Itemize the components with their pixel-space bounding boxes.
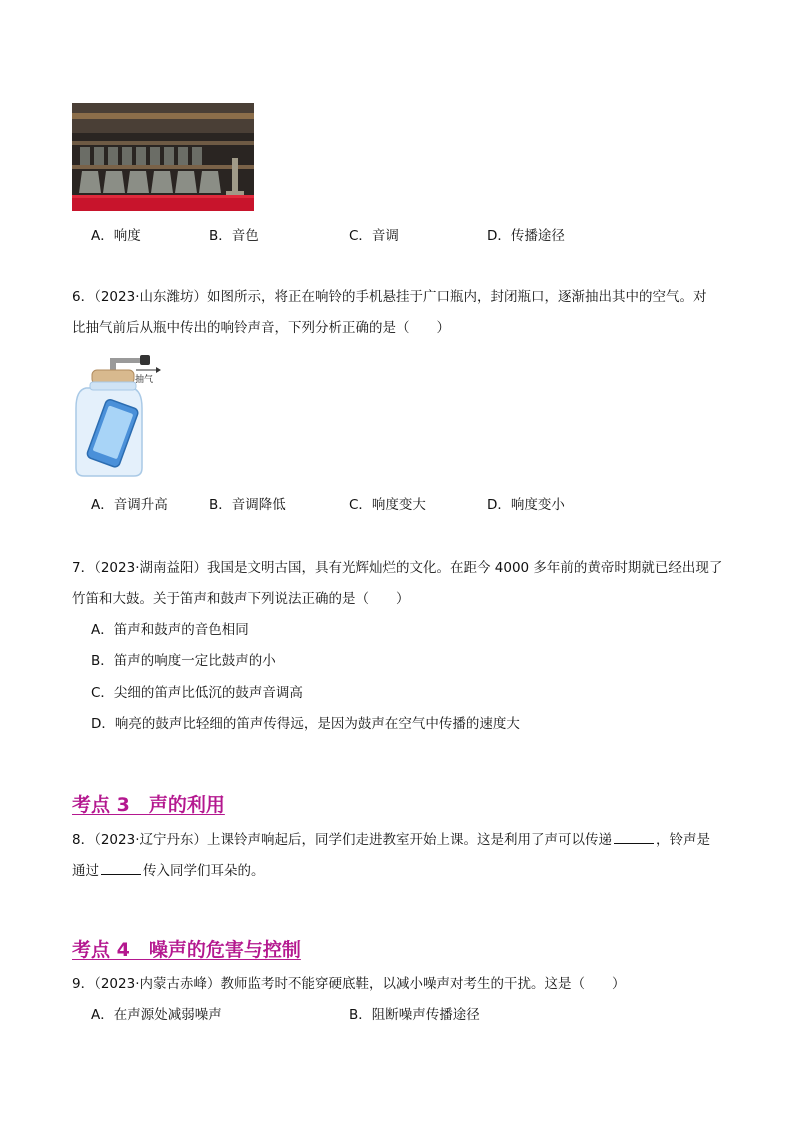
- q6-option-d: D．响度变小: [487, 497, 565, 513]
- q8-text-b: ，铃声是: [656, 832, 710, 848]
- q7-option-a: A．笛声和鼓声的音色相同: [91, 622, 249, 638]
- q8-text-d: 传入同学们耳朵的。: [143, 863, 265, 879]
- bianzhong-bells-photo: [72, 103, 254, 211]
- q8-text-c: 通过: [72, 863, 99, 879]
- q9-option-a: A．在声源处减弱噪声: [91, 1007, 222, 1023]
- q7-option-c: C．尖细的笛声比低沉的鼓声音调高: [91, 685, 303, 701]
- q5-option-b: B．音色: [209, 228, 259, 244]
- q8-stem-line1: [72, 829, 710, 850]
- q5-option-c: C．音调: [349, 228, 399, 244]
- q6-option-b: B．音调降低: [209, 497, 286, 513]
- q8-stem-line2: [72, 860, 265, 881]
- q8-blank-1[interactable]: [614, 829, 654, 844]
- q8-text-a: 8．（2023·辽宁丹东）上课铃声响起后，同学们走进教室开始上课。这是利用了声可以传递: [72, 832, 612, 848]
- section-heading-4: 考点 4 噪声的危害与控制: [72, 939, 301, 961]
- q8-blank-2[interactable]: [101, 860, 141, 875]
- section-heading-3: 考点 3 声的利用: [72, 794, 225, 816]
- pump-label: 抽气: [135, 375, 154, 385]
- q6-stem-line1: 6．（2023·山东潍坊）如图所示，将正在响铃的手机悬挂于广口瓶内，封闭瓶口，逐渐抽出其中的空气。对: [72, 289, 707, 305]
- q7-option-d: D．响亮的鼓声比轻细的笛声传得远，是因为鼓声在空气中传播的速度大: [91, 716, 520, 732]
- q6-option-a: A．音调升高: [91, 497, 168, 513]
- q7-stem-line2: 竹笛和大鼓。关于笛声和鼓声下列说法正确的是（ ）: [72, 591, 410, 607]
- q6-option-c: C．响度变大: [349, 497, 426, 513]
- q6-stem-line2: 比抽气前后从瓶中传出的响铃声音，下列分析正确的是（ ）: [72, 320, 450, 336]
- q9-stem-line1: 9．（2023·内蒙古赤峰）教师监考时不能穿硬底鞋，以减小噪声对考生的干扰。这是（ ）: [72, 976, 626, 992]
- q5-option-a: A．响度: [91, 228, 141, 244]
- q9-option-b: B．阻断噪声传播途径: [349, 1007, 480, 1023]
- q7-option-b: B．笛声的响度一定比鼓声的小: [91, 653, 276, 669]
- q7-stem-line1: 7．（2023·湖南益阳）我国是文明古国，具有光辉灿烂的文化。在距今 4000 多年前的黄帝时期就已经出现了: [72, 560, 723, 576]
- q5-option-d: D．传播途径: [487, 228, 565, 244]
- jar-phone-figure: [72, 350, 172, 482]
